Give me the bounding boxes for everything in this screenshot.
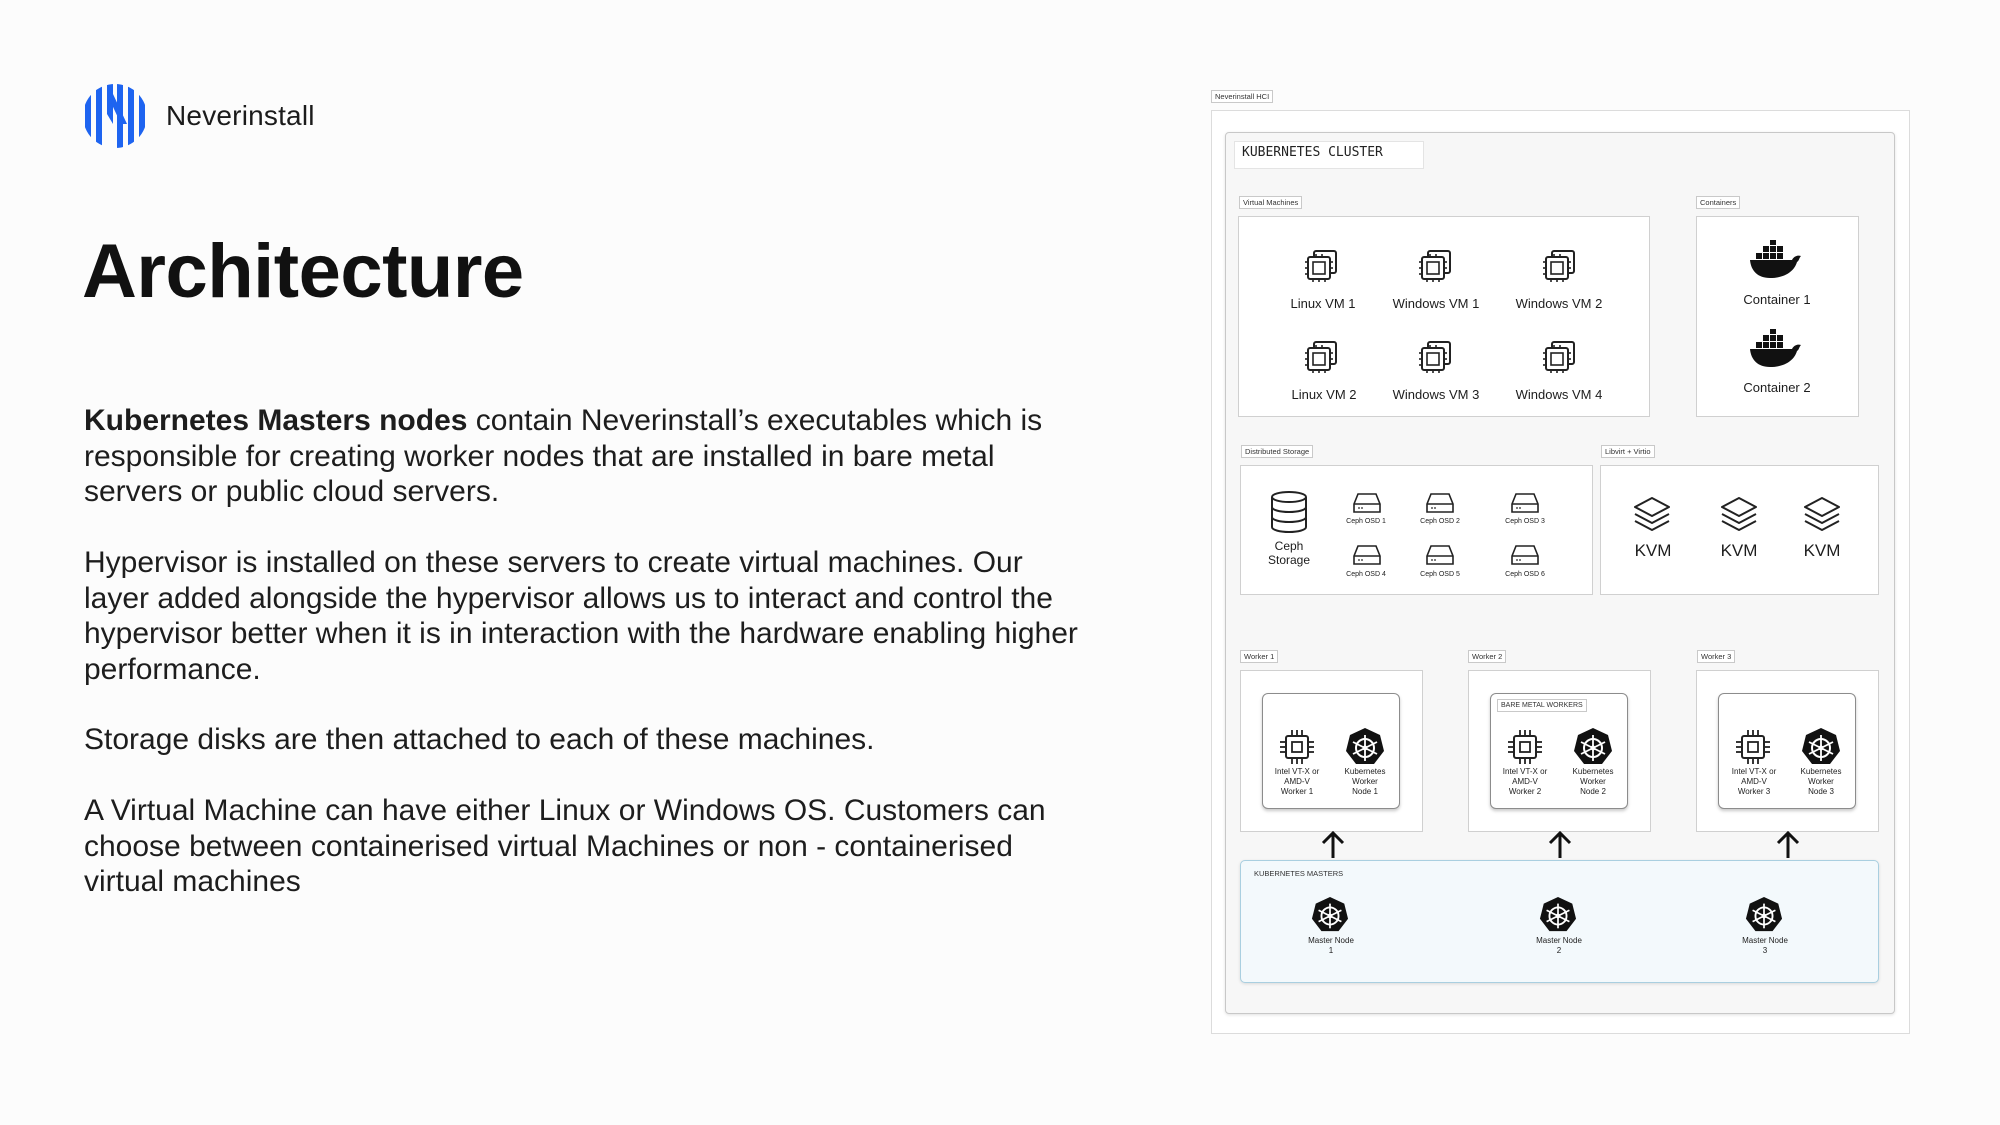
vm-label: Windows VM 2 (1515, 296, 1603, 311)
vm-label: Linux VM 2 (1291, 387, 1357, 402)
neverinstall-logo-icon (83, 84, 147, 148)
kvm-label: KVM (1634, 541, 1672, 560)
container-label: Container 2 (1743, 380, 1811, 395)
master-node-label: Master Node 2 (1536, 936, 1582, 955)
ceph-osd-label: Ceph OSD 4 (1346, 571, 1386, 578)
page-title: Architecture (82, 229, 524, 314)
cpu-label: Intel VT-X or AMD-V Worker 2 (1502, 767, 1548, 796)
disk-icon (1352, 544, 1382, 566)
arrow-up-icon (1547, 830, 1573, 860)
master-node-label: Master Node 3 (1742, 936, 1788, 955)
virtual-machines-label: Virtual Machines (1239, 196, 1302, 209)
kvm-label: KVM (1720, 541, 1758, 560)
brand (83, 84, 315, 148)
kubernetes-masters-label: KUBERNETES MASTERS (1254, 869, 1344, 878)
cpu-icon (1733, 727, 1773, 767)
kubernetes-icon (1539, 896, 1577, 934)
kubernetes-icon (1573, 727, 1613, 767)
layers-icon (1632, 495, 1672, 535)
container-label: Container 1 (1743, 292, 1811, 307)
k8s-worker-label: Kubernetes Worker Node 3 (1800, 767, 1842, 796)
disk-icon (1425, 492, 1455, 514)
vm-chip-icon (1416, 336, 1456, 376)
docker-icon (1748, 240, 1804, 280)
ceph-osd-label: Ceph OSD 6 (1505, 571, 1545, 578)
ceph-storage-label: Ceph Storage (1267, 539, 1311, 567)
hci-label: Neverinstall HCI (1211, 90, 1273, 103)
master-node-label: Master Node 1 (1308, 936, 1354, 955)
vm-chip-icon (1416, 245, 1456, 285)
cpu-icon (1277, 727, 1317, 767)
ceph-osd-label: Ceph OSD 5 (1420, 571, 1460, 578)
ceph-osd-label: Ceph OSD 2 (1420, 518, 1460, 525)
disk-icon (1510, 492, 1540, 514)
paragraph-hypervisor: Hypervisor is installed on these servers to create virtual machines. Our layer added alongside the hypervisor allows us to interact and control the hypervisor better when it is in interaction with the hardware enabling higher performance. (84, 546, 1078, 686)
distributed-storage-label: Distributed Storage (1241, 445, 1313, 458)
kvm-label: KVM (1803, 541, 1841, 560)
vm-chip-icon (1302, 336, 1342, 376)
cpu-label: Intel VT-X or AMD-V Worker 1 (1274, 767, 1320, 796)
disk-icon (1425, 544, 1455, 566)
bare-metal-label: BARE METAL WORKERS (1497, 699, 1587, 712)
layers-icon (1719, 495, 1759, 535)
paragraph-virtual-machine: A Virtual Machine can have either Linux or Windows OS. Customers can choose between containerised virtual Machines or non - containerised virtual machines (84, 794, 1046, 898)
cluster-title: KUBERNETES CLUSTER (1242, 145, 1383, 160)
docker-icon (1748, 329, 1804, 369)
vm-label: Windows VM 4 (1515, 387, 1603, 402)
vm-label: Windows VM 1 (1392, 296, 1480, 311)
paragraph-masters (84, 403, 1094, 510)
ceph-osd-label: Ceph OSD 3 (1505, 518, 1545, 525)
database-icon (1269, 490, 1309, 534)
worker-1-label: Worker 1 (1240, 650, 1278, 663)
libvirt-label: Libvirt + Virtio (1601, 445, 1655, 458)
vm-label: Linux VM 1 (1290, 296, 1356, 311)
vm-chip-icon (1540, 245, 1580, 285)
cpu-label: Intel VT-X or AMD-V Worker 3 (1731, 767, 1777, 796)
kubernetes-icon (1745, 896, 1783, 934)
worker-3-label: Worker 3 (1697, 650, 1735, 663)
k8s-worker-label: Kubernetes Worker Node 1 (1344, 767, 1386, 796)
kubernetes-icon (1345, 727, 1385, 767)
ceph-osd-label: Ceph OSD 1 (1346, 518, 1386, 525)
worker-2-label: Worker 2 (1468, 650, 1506, 663)
vm-label: Windows VM 3 (1392, 387, 1480, 402)
disk-icon (1352, 492, 1382, 514)
paragraph-masters-text: contain Neverinstall’s executables which is responsible for creating worker nodes that are installed in bare metal servers or public cloud servers. (84, 404, 1043, 508)
cpu-icon (1505, 727, 1545, 767)
disk-icon (1510, 544, 1540, 566)
arrow-up-icon (1320, 830, 1346, 860)
paragraph-storage: Storage disks are then attached to each of these machines. (84, 723, 875, 756)
paragraph-masters-bold: Kubernetes Masters nodes (84, 404, 468, 437)
arrow-up-icon (1775, 830, 1801, 860)
vm-chip-icon (1540, 336, 1580, 376)
k8s-worker-label: Kubernetes Worker Node 2 (1572, 767, 1614, 796)
layers-icon (1802, 495, 1842, 535)
kubernetes-icon (1311, 896, 1349, 934)
kubernetes-icon (1801, 727, 1841, 767)
vm-chip-icon (1302, 245, 1342, 285)
brand-name: Neverinstall (166, 100, 315, 131)
containers-label: Containers (1696, 196, 1740, 209)
